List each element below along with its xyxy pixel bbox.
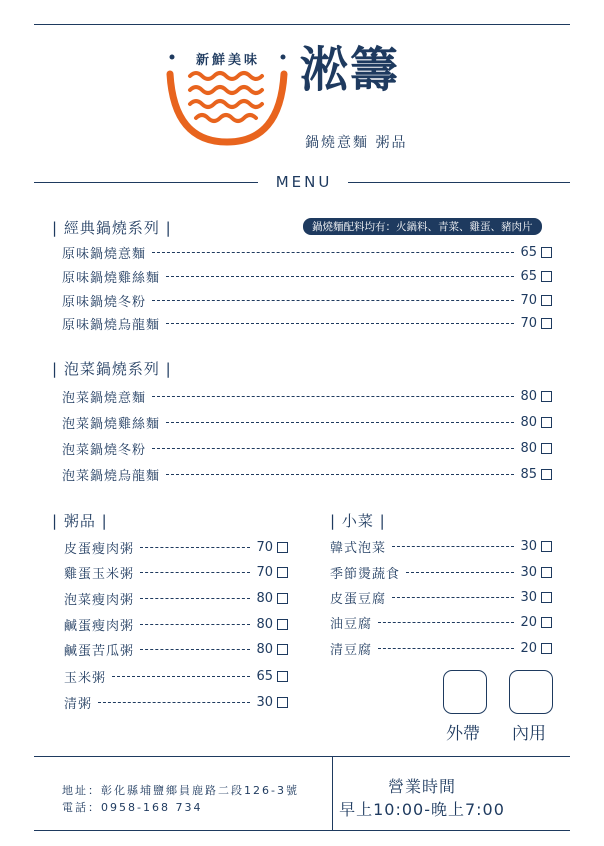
menu-item [64, 693, 288, 711]
menu-item [62, 291, 552, 309]
leader-dots [112, 676, 250, 677]
menu-item [62, 314, 552, 332]
section-title-kimchi: | 泡菜鍋燒系列 | [52, 360, 172, 378]
phone: 電話：0958-168 734 [62, 801, 203, 814]
order-checkbox[interactable] [541, 247, 552, 258]
item-name: 原味鍋燒冬粉 [62, 294, 147, 310]
section-title-sides: | 小菜 | [330, 512, 386, 530]
leader-dots [166, 422, 514, 423]
menu-item [330, 639, 552, 657]
footer-top-border [34, 756, 570, 757]
item-price: 65 [520, 244, 537, 260]
order-checkbox[interactable] [541, 417, 552, 428]
item-name: 清豆腐 [330, 642, 373, 658]
dine-in-label: 內用 [512, 724, 546, 744]
order-checkbox[interactable] [277, 619, 288, 630]
menu-item [64, 563, 288, 581]
order-checkbox[interactable] [277, 542, 288, 553]
item-price: 30 [520, 538, 537, 554]
menu-item [64, 589, 288, 607]
item-price: 80 [256, 641, 273, 657]
menu-item [64, 615, 288, 633]
item-name: 泡菜鍋燒意麵 [62, 390, 147, 406]
order-checkbox[interactable] [541, 271, 552, 282]
order-checkbox[interactable] [277, 567, 288, 578]
order-checkbox[interactable] [541, 567, 552, 578]
business-hours: 早上10:00-晚上7:00 [339, 800, 505, 819]
bottom-border [34, 830, 570, 831]
item-price: 30 [256, 694, 273, 710]
item-name: 鹹蛋瘦肉粥 [64, 618, 135, 634]
dine-in-checkbox[interactable] [509, 670, 553, 714]
menu-item [64, 667, 288, 685]
section-title-congee: | 粥品 | [52, 512, 108, 530]
item-name: 皮蛋豆腐 [330, 591, 387, 607]
item-name: 清粥 [64, 696, 93, 712]
order-checkbox[interactable] [541, 643, 552, 654]
menu-item [64, 640, 288, 658]
item-name: 韓式泡菜 [330, 540, 387, 556]
item-price: 30 [520, 589, 537, 605]
menu-item [330, 537, 552, 555]
leader-dots [392, 546, 514, 547]
address: 地址：彰化縣埔鹽鄉員鹿路二段126-3號 [62, 784, 299, 797]
item-name: 油豆腐 [330, 616, 373, 632]
brand-tagline: 新鮮美味 [195, 53, 260, 68]
leader-dots [140, 649, 250, 650]
item-name: 泡菜鍋燒冬粉 [62, 442, 147, 458]
menu-item [330, 613, 552, 631]
order-checkbox[interactable] [541, 541, 552, 552]
item-name: 泡菜鍋燒烏龍麵 [62, 468, 161, 484]
leader-dots [378, 622, 514, 623]
brand-subtitle: 鍋燒意麵 粥品 [305, 135, 408, 151]
menu-item [330, 563, 552, 581]
item-name: 泡菜瘦肉粥 [64, 592, 135, 608]
menu-title: MENU [275, 173, 333, 191]
item-name: 雞蛋玉米粥 [64, 566, 135, 582]
menu-divider-left [34, 182, 258, 183]
menu-item [62, 243, 552, 261]
item-price: 65 [256, 668, 273, 684]
takeout-label: 外帶 [446, 724, 480, 744]
leader-dots [166, 474, 514, 475]
item-price: 70 [256, 539, 273, 555]
leader-dots [166, 323, 514, 324]
ingredients-note: 鍋燒麵配料均有：火鍋料、青菜、雞蛋、豬肉片 [303, 218, 542, 235]
leader-dots [140, 598, 250, 599]
menu-item [62, 387, 552, 405]
menu-item [64, 538, 288, 556]
leader-dots [152, 252, 514, 253]
item-price: 20 [520, 640, 537, 656]
hours-title: 營業時間 [387, 777, 456, 796]
menu-divider-right [348, 182, 570, 183]
order-checkbox[interactable] [541, 592, 552, 603]
menu-item [62, 413, 552, 431]
menu-item [62, 439, 552, 457]
leader-dots [406, 572, 514, 573]
item-price: 70 [520, 315, 537, 331]
menu-item [62, 267, 552, 285]
item-name: 玉米粥 [64, 670, 107, 686]
item-price: 20 [520, 614, 537, 630]
leader-dots [98, 702, 250, 703]
item-name: 皮蛋瘦肉粥 [64, 541, 135, 557]
item-name: 原味鍋燒意麵 [62, 246, 147, 262]
order-checkbox[interactable] [541, 469, 552, 480]
leader-dots [392, 597, 514, 598]
order-checkbox[interactable] [541, 295, 552, 306]
item-name: 泡菜鍋燒雞絲麵 [62, 416, 161, 432]
brand-name: 淞籌 [300, 42, 401, 98]
item-price: 30 [520, 564, 537, 580]
leader-dots [378, 648, 514, 649]
item-name: 季節燙蔬食 [330, 566, 401, 582]
leader-dots [140, 624, 250, 625]
leader-dots [152, 396, 514, 397]
order-checkbox[interactable] [277, 697, 288, 708]
item-price: 70 [520, 292, 537, 308]
order-checkbox[interactable] [541, 617, 552, 628]
item-price: 85 [520, 466, 537, 482]
item-price: 80 [256, 590, 273, 606]
order-checkbox[interactable] [541, 318, 552, 329]
menu-item [62, 465, 552, 483]
order-checkbox[interactable] [541, 443, 552, 454]
top-border [34, 24, 570, 25]
item-price: 80 [520, 414, 537, 430]
order-checkbox[interactable] [277, 644, 288, 655]
section-title-classic: | 經典鍋燒系列 | [52, 219, 172, 237]
leader-dots [152, 448, 514, 449]
order-checkbox[interactable] [277, 593, 288, 604]
order-checkbox[interactable] [541, 391, 552, 402]
leader-dots [166, 276, 514, 277]
item-price: 80 [520, 440, 537, 456]
item-name: 原味鍋燒烏龍麵 [62, 317, 161, 333]
leader-dots [152, 300, 514, 301]
item-name: 鹹蛋苦瓜粥 [64, 643, 135, 659]
leader-dots [140, 572, 250, 573]
item-price: 80 [520, 388, 537, 404]
item-price: 70 [256, 564, 273, 580]
item-price: 65 [520, 268, 537, 284]
menu-item [330, 588, 552, 606]
item-name: 原味鍋燒雞絲麵 [62, 270, 161, 286]
leader-dots [140, 547, 250, 548]
order-checkbox[interactable] [277, 671, 288, 682]
takeout-checkbox[interactable] [443, 670, 487, 714]
item-price: 80 [256, 616, 273, 632]
